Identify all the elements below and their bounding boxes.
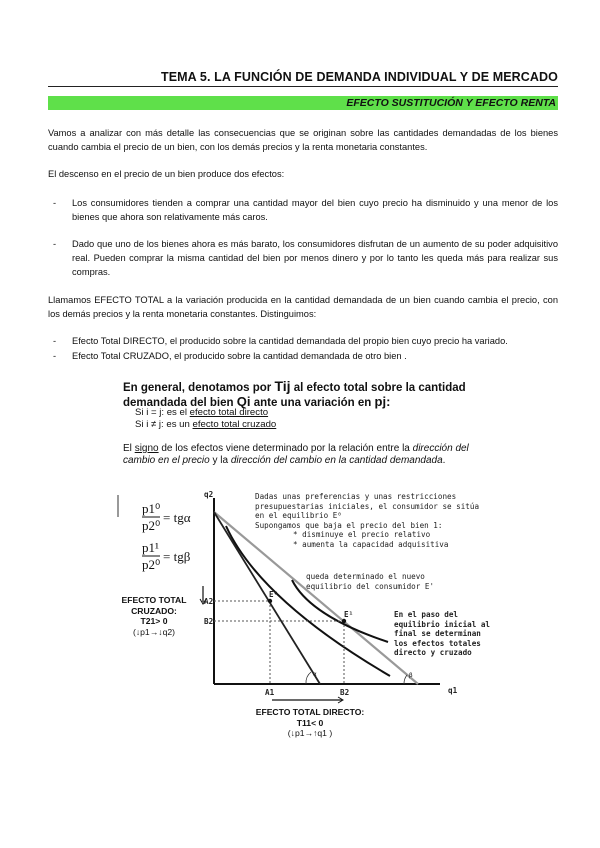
cross-effect-label [112, 595, 196, 637]
label-e0: E⁰ [269, 590, 279, 599]
note-line: en el equilibrio E⁰ [255, 511, 342, 520]
sign-underlined: signo [134, 443, 159, 454]
formula2-numerator: p1¹ [142, 540, 159, 555]
cross-sign: T21> 0 [140, 616, 168, 626]
bullet-dash: - [53, 198, 57, 208]
effect-text: Los consumidores tienden a comprar una cantidad mayor del bien cuyo precio ha disminuido y una menor de los bienes que ahora son relativamente más caros. [72, 198, 558, 222]
note-block [255, 492, 479, 549]
case-term: efecto total directo [189, 407, 269, 418]
descenso-paragraph: El descenso en el precio de un bien produce dos efectos: [48, 169, 285, 179]
sign-paragraph: El signo de los efectos viene determinado por la relación entre la dirección del cambio en el precio y la dirección del cambio en la cantidad demandada. [123, 443, 469, 466]
cross-title: EFECTO TOTAL [121, 595, 187, 605]
formula1-numerator: p1⁰ [142, 501, 161, 516]
beta-arc [404, 675, 407, 684]
note-line: * disminuye el precio relativo [293, 530, 431, 539]
heading-text: En general, denotamos por [123, 382, 272, 394]
type-text: Efecto Total DIRECTO, el producido sobre la cantidad demandada del propio bien cuyo precio ha variado. [72, 336, 508, 346]
sign-italic: dirección del cambio en la cantidad demandada [230, 454, 443, 466]
bullet-dash: - [53, 336, 57, 346]
heading-text: al efecto total sobre la cantidad [293, 382, 466, 394]
direct-sign: T11< 0 [296, 717, 324, 728]
heading-text: ante una variación en [253, 397, 372, 409]
type-text: Efecto Total CRUZADO, el producido sobre la cantidad demandada de otro bien . [72, 351, 407, 361]
cross-title: CRUZADO: [131, 605, 177, 616]
formula2-denominator: p2⁰ [142, 557, 161, 572]
note-block-bold [394, 610, 490, 658]
section-title: EFECTO SUSTITUCIÓN Y EFECTO RENTA [346, 97, 556, 109]
alpha-arc [306, 672, 311, 684]
direct-title: EFECTO TOTAL DIRECTO: [255, 707, 365, 717]
note-line: En el paso del [394, 610, 459, 619]
note-line: los efectos totales [394, 638, 481, 648]
alpha-label: α [313, 671, 317, 678]
total-definition: Llamamos EFECTO TOTAL a la variación producida en la cantidad demandada de un bien cuando cambia el precio, con los demás precios y la renta monetaria constantes. Distinguimos: [48, 295, 558, 319]
effect-text: Dado que uno de los bienes ahora es más barato, los consumidores disfrutan de un aumento de su poder adquisitivo real. Pueden comprar la misma cantidad del bien por menos dinero y por lo tanto les queda más para realizar sus compras. [72, 239, 558, 277]
cross-direction: (↓p1→↓q2) [132, 626, 176, 637]
note-line: equilibrio del consumidor E' [306, 581, 435, 591]
label-a1: A1 [265, 688, 275, 697]
beta-label: β [409, 672, 413, 679]
note-line: Supongamos que baja el precio del bien 1: [255, 520, 443, 530]
intro-paragraph: Vamos a analizar con más detalle las consecuencias que se originan sobre las cantidades demandadas de los bienes cuando cambia el precio de un bien, con los demás precios y la renta monetaria constantes. [48, 128, 558, 152]
note-block-2 [306, 572, 434, 591]
tij-symbol: Tij [274, 378, 291, 394]
bullet-dash: - [53, 239, 57, 249]
heading-text: demandada del bien [123, 397, 234, 409]
note-line: equilibrio inicial al [394, 619, 491, 629]
label-b2-x: B2 [340, 688, 350, 697]
qi-symbol: Qi [236, 394, 251, 409]
note-line: Dadas unas preferencias y unas restricciones [255, 492, 457, 501]
note-line: final se determinan [394, 629, 481, 638]
formula1-rhs: = tgα [163, 510, 191, 525]
direct-effect-label [230, 707, 390, 739]
page-title: TEMA 5. LA FUNCIÓN DE DEMANDA INDIVIDUAL Y DE MERCADO [161, 70, 558, 84]
bullet-dash: - [53, 351, 57, 361]
direct-direction: (↓p1→↑q1 ) [287, 728, 333, 738]
note-line: * aumenta la capacidad adquisitiva [293, 539, 449, 549]
formula2-rhs: = tgβ [163, 549, 191, 564]
sign-text: El [123, 443, 132, 454]
formula1-denominator: p2⁰ [142, 518, 161, 533]
sign-italic: dirección del cambio en el precio [123, 443, 469, 466]
note-line: directo y cruzado [394, 648, 472, 657]
case-text: Si i ≠ j: es un [135, 419, 190, 430]
label-b2: B2 [204, 617, 214, 626]
label-a2: A2 [204, 597, 214, 606]
case-text: Si i = j: es el [135, 407, 187, 418]
note-line: queda determinado el nuevo [306, 572, 425, 581]
axis-x-label: q1 [448, 686, 458, 695]
label-e1: E¹ [344, 610, 354, 619]
pj-symbol: pj: [374, 394, 391, 409]
sign-text: de los efectos viene determinado por la relación entre la [161, 443, 410, 454]
case-term: efecto total cruzado [192, 419, 277, 430]
axis-y-label: q2 [204, 490, 214, 499]
sign-text: y la [212, 454, 229, 466]
note-line: presupuestarias iniciales, el consumidor se sitúa [255, 501, 480, 511]
